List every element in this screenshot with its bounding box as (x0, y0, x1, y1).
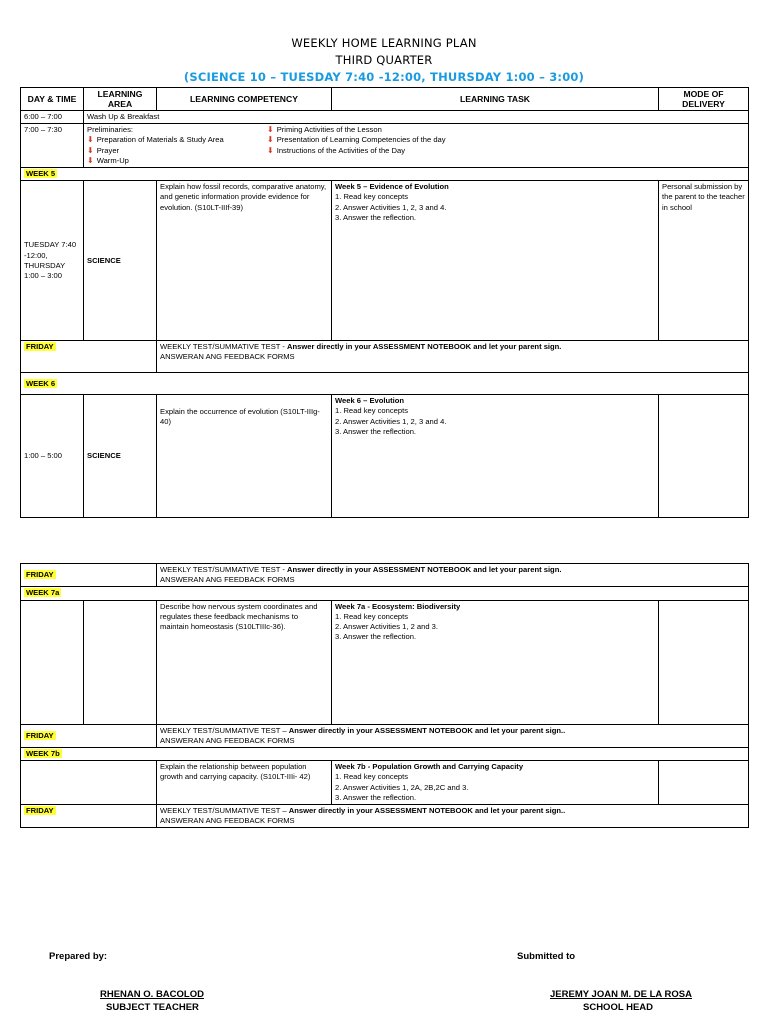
list-item: 1. Read key concepts (335, 406, 409, 416)
week6-task (332, 395, 659, 518)
header-learning-area: LEARNING AREA (84, 88, 157, 111)
schedule-time-1: 6:00 – 7:00 (21, 111, 84, 124)
arrow-bullet-icon: ⬇ (87, 135, 94, 145)
week7b-task (332, 761, 659, 805)
arrow-bullet-icon: ⬇ (267, 145, 274, 155)
school-head-name: JEREMY JOAN M. DE LA ROSA (550, 989, 692, 1000)
list-item: ⬇ Warm-Up (87, 155, 129, 165)
task-title: Week 7b - Population Growth and Carrying Capacity (335, 762, 524, 772)
week7b-competency: Explain the relationship between population growth and carrying capacity. (S10LT-IIIi- 42) (157, 761, 332, 805)
week7a-area (84, 600, 157, 724)
schedule-time-2: 7:00 – 7:30 (21, 124, 84, 168)
list-item: 2. Answer Activities 1, 2A, 2B,2C and 3. (335, 782, 469, 792)
task-title: Week 7a - Ecosystem: Biodiversity (335, 601, 461, 611)
week6-competency: Explain the occurrence of evolution (S10LT-IIIg-40) (157, 395, 332, 518)
preliminaries-cell (84, 124, 749, 168)
friday-instructions: WEEKLY TEST/SUMMATIVE TEST – Answer directly in your ASSESSMENT NOTEBOOK and let your parent sign.. ANSWERAN ANG FEEDBACK FORMS (157, 724, 749, 747)
learning-plan-table-part2 (20, 563, 749, 828)
schedule-activity-1: Wash Up & Breakfast (84, 111, 749, 124)
list-item: 3. Answer the reflection. (335, 212, 417, 222)
week7a-time (21, 600, 84, 724)
teacher-name: RHENAN O. BACOLOD (100, 989, 204, 1000)
friday-row-4 (21, 805, 157, 828)
teacher-role: SUBJECT TEACHER (106, 1002, 199, 1013)
week5-task (332, 181, 659, 341)
week-label: WEEK 6 (26, 378, 56, 388)
friday-row-1 (21, 341, 157, 373)
week5-time: TUESDAY 7:40 -12:00, THURSDAY 1:00 – 3:00 (21, 181, 84, 341)
list-item: 1. Read key concepts (335, 192, 409, 202)
week5-mode: Personal submission by the parent to the teacher in school (659, 181, 749, 341)
list-item: 1. Read key concepts (335, 772, 409, 782)
list-item: ⬇ Presentation of Learning Competencies of the day (267, 135, 446, 145)
week7a-mode (659, 600, 749, 724)
list-item: ⬇ Instructions of the Activities of the Day (267, 145, 406, 155)
list-item: 2. Answer Activities 1, 2, 3 and 4. (335, 202, 447, 212)
header-task: LEARNING TASK (332, 88, 659, 111)
quarter-title: THIRD QUARTER (335, 53, 433, 67)
week-5-row (21, 168, 749, 181)
list-item: 2. Answer Activities 1, 2, 3 and 4. (335, 416, 447, 426)
week5-area: SCIENCE (84, 181, 157, 341)
week-label: WEEK 7b (26, 749, 60, 759)
arrow-bullet-icon: ⬇ (87, 145, 94, 155)
friday-instructions: WEEKLY TEST/SUMMATIVE TEST – Answer directly in your ASSESSMENT NOTEBOOK and let your parent sign.. ANSWERAN ANG FEEDBACK FORMS (157, 805, 749, 828)
school-head-role: SCHOOL HEAD (583, 1002, 654, 1013)
list-item: 3. Answer the reflection. (335, 426, 417, 436)
week7a-task (332, 600, 659, 724)
friday-label: FRIDAY (26, 730, 54, 740)
submitted-to-label: Submitted to (517, 951, 576, 962)
arrow-bullet-icon: ⬇ (267, 135, 274, 145)
week-label: WEEK 5 (26, 169, 56, 179)
task-title: Week 6 – Evolution (335, 396, 405, 406)
subject-schedule-title: (SCIENCE 10 – TUESDAY 7:40 -12:00, THURSDAY 1:00 – 3:00) (183, 70, 585, 84)
friday-row-2 (21, 564, 157, 587)
week6-time: 1:00 – 5:00 (21, 395, 84, 518)
friday-label: FRIDAY (26, 806, 54, 816)
friday-row-3 (21, 724, 157, 747)
week6-area: SCIENCE (84, 395, 157, 518)
list-item: 1. Read key concepts (335, 611, 409, 621)
list-item: ⬇ Priming Activities of the Lesson (267, 125, 382, 135)
list-item: ⬇ Preparation of Materials & Study Area (87, 135, 224, 145)
week-7a-row (21, 587, 749, 600)
list-item: 3. Answer the reflection. (335, 632, 417, 642)
learning-plan-table-part1 (20, 87, 749, 518)
list-item: ⬇ Prayer (87, 145, 120, 155)
header-competency: LEARNING COMPETENCY (157, 88, 332, 111)
week-label: WEEK 7a (26, 588, 60, 598)
week6-mode (659, 395, 749, 518)
list-item: 2. Answer Activities 1, 2 and 3. (335, 622, 439, 632)
friday-instructions: WEEKLY TEST/SUMMATIVE TEST - Answer directly in your ASSESSMENT NOTEBOOK and let your parent sign. ANSWERAN ANG FEEDBACK FORMS (157, 341, 749, 373)
week-7b-row (21, 748, 749, 761)
week7b-time-area (21, 761, 157, 805)
page-title: WEEKLY HOME LEARNING PLAN (291, 36, 477, 50)
prepared-by-label: Prepared by: (49, 951, 108, 962)
preliminaries-label: Preliminaries: (87, 125, 133, 135)
task-title: Week 5 – Evidence of Evolution (335, 182, 449, 192)
friday-label: FRIDAY (26, 342, 54, 352)
friday-instructions: WEEKLY TEST/SUMMATIVE TEST - Answer directly in your ASSESSMENT NOTEBOOK and let your parent sign. ANSWERAN ANG FEEDBACK FORMS (157, 564, 749, 587)
week5-competency: Explain how fossil records, comparative anatomy, and genetic information provide evidence for evolution. (S10LT-IIIf-39) (157, 181, 332, 341)
header-mode: MODE OF DELIVERY (659, 88, 749, 111)
week7a-competency: Describe how nervous system coordinates and regulates these feedback mechanisms to maintain homeostasis (S10LTIIIc-36). (157, 600, 332, 724)
list-item: 3. Answer the reflection. (335, 792, 417, 802)
header-day-time: DAY & TIME (21, 88, 84, 111)
week-6-row (21, 373, 749, 395)
arrow-bullet-icon: ⬇ (267, 125, 274, 135)
friday-label: FRIDAY (26, 570, 54, 580)
week7b-mode (659, 761, 749, 805)
arrow-bullet-icon: ⬇ (87, 155, 94, 165)
